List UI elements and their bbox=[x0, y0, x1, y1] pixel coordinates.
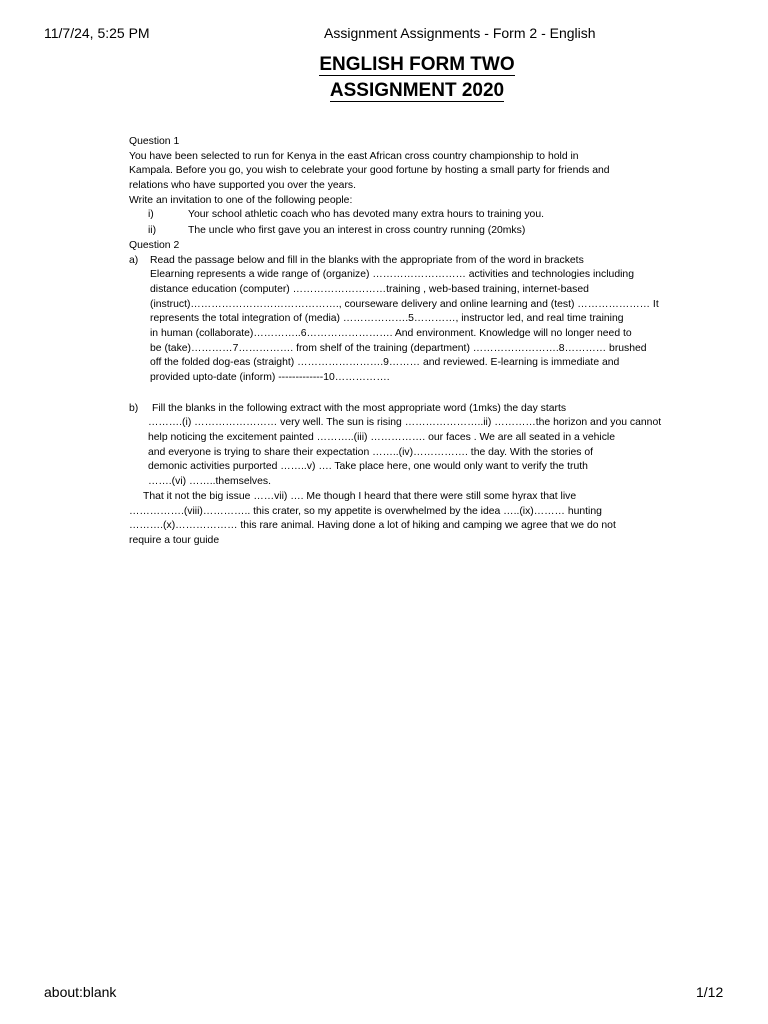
option-text: The uncle who first gave you an interest in cross country running (20mks) bbox=[188, 225, 526, 237]
passage-line: off the folded dog-eas (straight) …………………….9……… and reviewed. E-learning is immediate and bbox=[150, 357, 620, 369]
passage-line: be (take)…………7……………. from shelf of the training (department) …………………….8………… brushed bbox=[150, 342, 647, 354]
option-number: ii) bbox=[148, 225, 157, 237]
extract-line: That it not the big issue ……vii) …. Me though I heard that there were still some hyrax that live bbox=[143, 490, 577, 502]
passage-line: provided upto-date (inform) -------------10……………. bbox=[150, 372, 390, 383]
part-a-line bbox=[129, 254, 649, 269]
part-a-text: Read the passage below and fill in the blanks with the appropriate from of the word in brackets bbox=[150, 254, 584, 266]
extract-line: help noticing the excitement painted ………..(iii) ……………. our faces . We are all seated in a vehicle bbox=[148, 432, 616, 444]
passage-line: distance education (computer) ………………………training , web-based training, internet-based bbox=[150, 283, 589, 295]
part-b-text: Fill the blanks in the following extract with the most appropriate word (1mks) the day starts bbox=[152, 402, 567, 414]
extract-line: require a tour guide bbox=[129, 534, 220, 546]
print-url: about:blank bbox=[44, 984, 117, 1000]
print-page-number: 1/12 bbox=[696, 984, 724, 1000]
extract-line: ……….(x)……………… this rare animal. Having done a lot of hiking and camping we agree that we do not bbox=[129, 520, 616, 532]
paragraph-line: relations who have supported you over the years. bbox=[129, 180, 356, 192]
document-title-line-2 bbox=[0, 78, 768, 104]
part-b-line bbox=[129, 402, 649, 417]
paragraph-line: Kampala. Before you go, you wish to celebrate your good fortune by hosting a small party for friends and bbox=[129, 165, 610, 177]
paragraph-line: You have been selected to run for Kenya in the east African cross country championship to hold in bbox=[129, 150, 579, 162]
question-2-heading: Question 2 bbox=[129, 239, 180, 251]
extract-line: ……….(i) …………………… very well. The sun is rising …………………..ii) …………the horizon and you cannot bbox=[148, 417, 662, 429]
title-line-2-text: ASSIGNMENT 2020 bbox=[329, 80, 505, 101]
passage-line: in human (collaborate)…………..6……………………. And environment. Knowledge will no longer need to bbox=[150, 327, 632, 339]
option-item bbox=[129, 208, 649, 223]
option-text: Your school athletic coach who has devoted many extra hours to training you. bbox=[188, 209, 544, 221]
document-body bbox=[129, 133, 662, 549]
passage-line: Elearning represents a wide range of (organize) ……………………… activities and technologies including bbox=[150, 269, 634, 281]
part-a-label: a) bbox=[129, 254, 139, 266]
paragraph-line: Write an invitation to one of the following people: bbox=[129, 194, 353, 206]
extract-line: …….(vi) ……..themselves. bbox=[148, 476, 271, 488]
title-line-1-text: ENGLISH FORM TWO bbox=[319, 54, 515, 75]
question-1-heading: Question 1 bbox=[129, 136, 180, 147]
extract-line: demonic activities purported ……..v) …. Take place here, one would only want to verify the truth bbox=[148, 461, 588, 473]
extract-line: and everyone is trying to share their expectation ……..(iv)……………. the day. With the stories of bbox=[148, 446, 594, 458]
passage-line: represents the total integration of (media) ……………….5…………, instructor led, and real time training bbox=[150, 313, 624, 325]
part-b-label: b) bbox=[129, 402, 139, 414]
document-title-line-1 bbox=[0, 52, 768, 78]
print-date-time: 11/7/24, 5:25 PM bbox=[44, 25, 150, 41]
print-page-title: Assignment Assignments - Form 2 - English bbox=[324, 25, 596, 41]
option-number: i) bbox=[148, 209, 154, 221]
option-item bbox=[129, 224, 649, 239]
passage-line: (instruct)……………………………………., courseware delivery and online learning and (test) ………………… It bbox=[150, 298, 659, 310]
extract-line: …………….(viii)………….. this crater, so my appetite is overwhelmed by the idea …..(ix)……… hunting bbox=[129, 505, 602, 517]
